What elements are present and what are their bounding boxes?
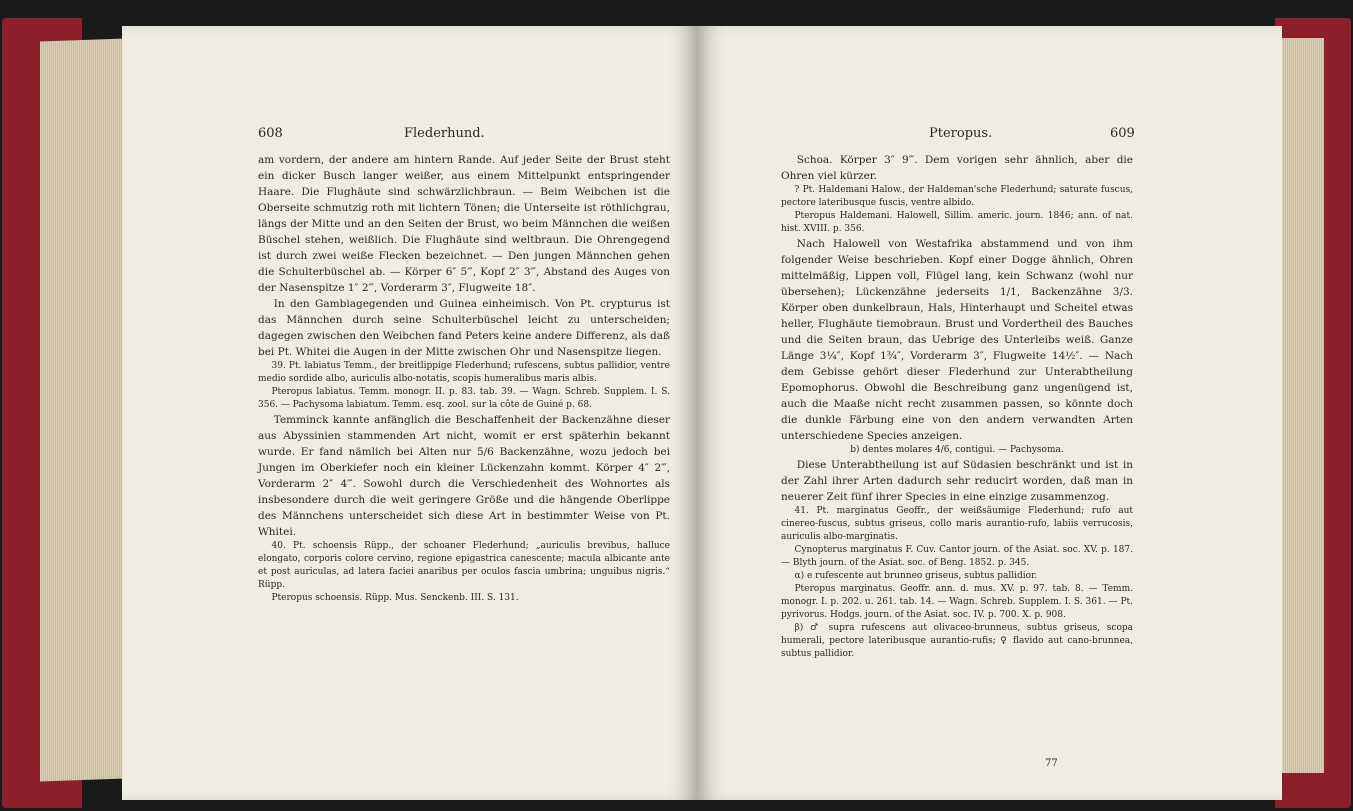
paragraph: 41. Pt. marginatus Geoffr., der weißsäumige Flederhund; rufo aut cinereo-fuscus, subtus griseus, collo maris aurantio-rufo, labiis verrucosis, auriculis albo-marginatis. [781,506,1133,542]
left-page-edges [40,39,125,782]
paragraph: Pteropus schoensis. Rüpp. Mus. Senckenb. III. S. 131. [271,593,519,603]
paragraph: 39. Pt. labiatus Temm., der breitlippige Flederhund; rufescens, subtus pallidior, ventre medio sordide albo, auriculis albo-notatis, scopis humeralibus maris albis. [258,361,670,384]
page-number-left: 608 [258,126,283,141]
paragraph: In den Gambiagegenden und Guinea einheimisch. Von Pt. crypturus ist das Männchen durch seine Schulterbüschel leicht zu unterscheiden; dagegen zwischen den Weibchen fand Peters keine andere Differenz, als daß bei Pt. Whitei die Augen in der Mitte zwischen Ohr und Nasenspitze liegen. [258,298,670,358]
paragraph: Temminck kannte anfänglich die Beschaffenheit der Backenzähne dieser aus Abyssinien stammenden Art nicht, womit er erst späterhin bekannt wurde. Er fand nämlich bei Alten nur 5/6 Backenzähne, wozu jedoch bei Jungen im Oberkiefer noch ein kleiner Lückenzahn kommt. Körper 4″ 2‴, Vorderarm 2″ 4‴. Sowohl durch die Verschiedenheit des Wohnortes als insbesondere durch die weit geringere Größe und die hängende Oberlippe des Männchens unterscheidet sich diese Art in bestimmter Weise von Pt. Whitei. [258,414,670,538]
paragraph: Nach Halowell von Westafrika abstammend und von ihm folgender Weise beschrieben. Kopf einer Dogge ähnlich, Ohren mittelmäßig, Lippen voll, Flügel lang, kein Schwanz (wohl nur übersehen); Lückenzähne jederseits 1/1, Backenzähne 3/3. Körper oben dunkelbraun, Hals, Hinterhaupt und Scheitel etwas heller, Flughäute tiemobraun. Brust und Vordertheil des Bauches und die Seiten braun, das Uebrige des Unterleibs weiß. Ganze Länge 3¼″, Kopf 1¾″, Vorderarm 3″, Flugweite 14½″. — Nach dem Gebisse gehört dieser Flederhund zur Unterabtheilung Epomophorus. Obwohl die Beschreibung ganz ungenügend ist, auch die Maaße nicht recht zusammen passen, so könnte doch die dunkle Färbung eine von den andern verwandten Arten unterschiedene Species anzeigen. [781,238,1133,442]
paragraph: 40. Pt. schoensis Rüpp., der schoaner Flederhund; „auriculis brevibus, halluce elongato, corporis colore cervino, regione epigastrica canescente; macula albicante ante et post auriculas, ad latera faciei anaribus per oculos fascia umbrina; unguibus nigris.“ Rüpp. [258,541,670,590]
paragraph: am vordern, der andere am hintern Rande. Auf jeder Seite der Brust steht ein dicker Busch langer weißer, aus einem Mittelpunkt entspringender Haare. Die Flughäute sind schwärzlichbraun. — Beim Weibchen ist die Oberseite schmutzig roth mit lichtern Tönen; die Unterseite ist röthlichgrau, längs der Mitte und an den Seiten der Brust, wo beim Männchen die weißen Büschel stehen, weißlich. Die Flughäute sind weltbraun. Die Ohrengegend ist durch zwei weiße Flecken bezeichnet. — Den jungen Männchen gehen die Schulterbüschel ab. — Körper 6″ 5‴, Kopf 2″ 3‴, Abstand des Auges von der Nasenspitze 1″ 2‴, Vorderarm 3″, Flugweite 18″. [258,154,670,294]
paragraph: Diese Unterabtheilung ist auf Südasien beschränkt und ist in der Zahl ihrer Arten dadurch sehr reducirt worden, daß man in neuerer Zeit fünf ihrer Species in eine einzige zusammenzog. [781,459,1133,503]
running-head-right: Pteropus. [929,126,993,141]
right-page-text [781,152,1133,661]
page-number-right: 609 [1110,126,1135,141]
running-head-left: Flederhund. [404,126,485,141]
right-page-edges [1282,38,1324,773]
paragraph: α) e rufescente aut brunneo griseus, subtus pallidior. [794,571,1038,581]
paragraph: Pteropus marginatus. Geoffr. ann. d. mus. XV. p. 97. tab. 8. — Temm. monogr. I. p. 202. u. 261. tab. 14. — Wagn. Schreb. Supplem. I. S. 361. — Pt. pyrivorus. Hodgs. journ. of the Asiat. soc. IV. p. 700. X. p. 908. [781,584,1133,620]
paragraph: β) ♂ supra rufescens aut olivaceo-brunneus, subtus griseus, scopa humerali, pectore lateribusque aurantio-rufis; ♀ flavido aut cano-brunnea, subtus pallidior. [781,623,1133,659]
paragraph: Pteropus Haldemani. Halowell, Sillim. americ. journ. 1846; ann. of nat. hist. XVIII. p. 356. [781,211,1133,234]
signature-mark: 77 [1045,758,1058,769]
paragraph: b) dentes molares 4/6, contigui. — Pachysoma. [850,445,1064,455]
left-page [122,26,697,800]
right-page [697,26,1282,800]
paragraph: Schoa. Körper 3″ 9‴. Dem vorigen sehr ähnlich, aber die Ohren viel kürzer. [781,154,1133,182]
paragraph: Cynopterus marginatus F. Cuv. Cantor journ. of the Asiat. soc. XV. p. 187. — Blyth journ. of the Asiat. soc. of Beng. 1852. p. 345. [781,545,1133,568]
paragraph: Pteropus labiatus. Temm. monogr. II. p. 83. tab. 39. — Wagn. Schreb. Supplem. I. S. 356. — Pachysoma labiatum. Temm. esq. zool. sur la côte de Guiné p. 68. [258,387,670,410]
left-page-text [258,152,670,605]
paragraph: ? Pt. Haldemani Halow., der Haldeman'sche Flederhund; saturate fuscus, pectore lateribusque fuscis, ventre albido. [781,185,1133,208]
